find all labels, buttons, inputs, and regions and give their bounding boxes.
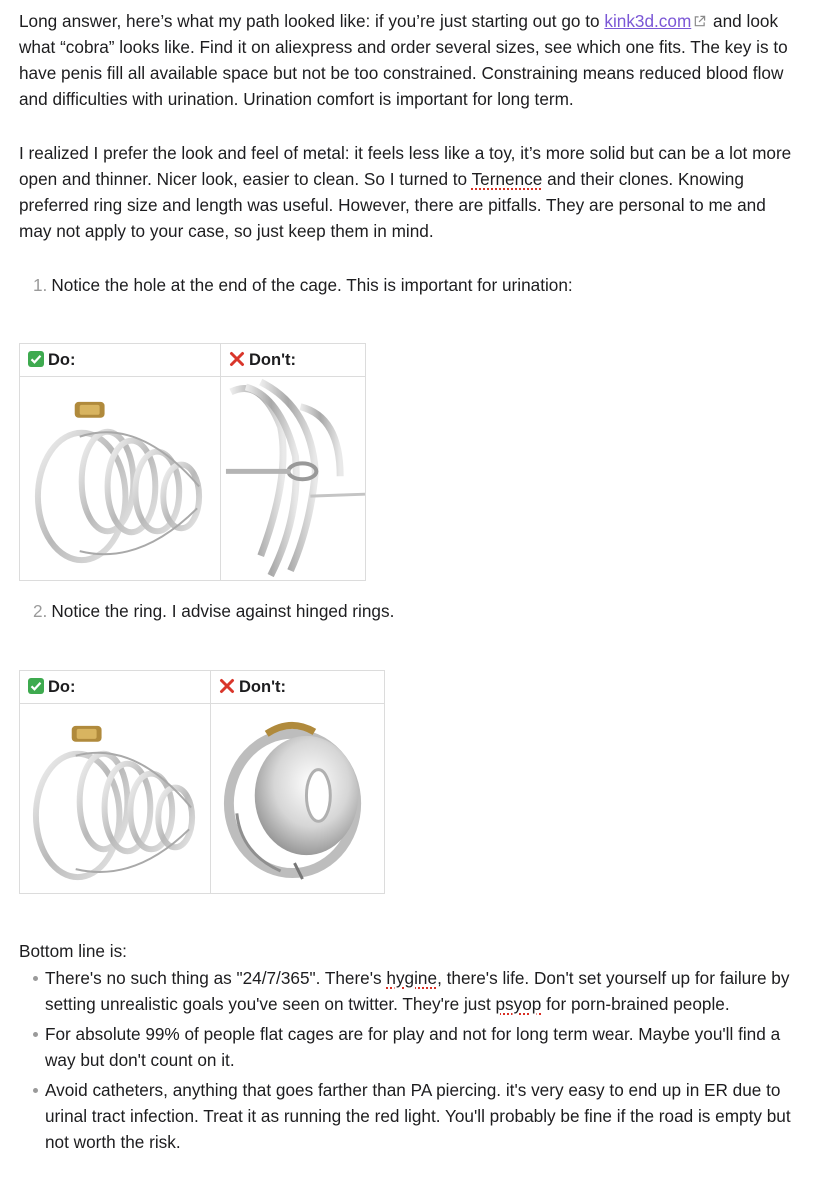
do-label: Do: — [48, 351, 76, 369]
green-check-icon — [28, 351, 44, 367]
list-text: Notice the hole at the end of the cage. This is important for urination: — [51, 275, 573, 295]
dont-header — [221, 344, 366, 377]
cage-photo-do[interactable] — [20, 377, 220, 580]
do-image-cell — [20, 704, 211, 894]
bullet-text-a: There's no such thing as "24/7/365". There's — [45, 968, 387, 988]
red-cross-icon — [219, 678, 235, 694]
misspelled-word[interactable]: hygine — [386, 968, 438, 988]
list-number: 1. — [33, 275, 48, 295]
paragraph-metal — [19, 140, 799, 244]
dont-header — [211, 671, 385, 704]
list-item — [19, 1077, 799, 1155]
bullet-text: Avoid catheters, anything that goes farther than PA piercing. it's very easy to end up in ER due to urinal tract infection. Treat it as running the red light. You'll probably be fine if the road is empty but not worth the risk. — [45, 1080, 791, 1152]
kink3d-link[interactable]: kink3d.com — [604, 11, 692, 31]
numbered-item-1 — [33, 272, 793, 298]
comparison-table-hole — [19, 343, 366, 581]
bottom-line-title: Bottom line is: — [19, 941, 127, 961]
do-header — [20, 671, 211, 704]
do-label: Do: — [48, 678, 76, 696]
numbered-item-2 — [33, 598, 793, 624]
paragraph-intro-text-a: Long answer, here’s what my path looked like: if you’re just starting out go to — [19, 11, 605, 31]
cage-photo-do[interactable] — [20, 704, 210, 893]
green-check-icon — [28, 678, 44, 694]
dont-label: Don't: — [249, 351, 296, 369]
paragraph-intro — [19, 8, 799, 112]
cage-photo-dont[interactable] — [221, 377, 365, 580]
bullet-text-b: , there's life. Don't set yourself up for failure by setting unrealistic goals you've seen on twitter. They're just — [45, 968, 790, 1014]
misspelled-word[interactable]: Ternence — [471, 169, 543, 189]
bottom-line-list — [19, 965, 799, 1159]
hinged-ring-cage-photo[interactable] — [211, 704, 384, 893]
dont-image-cell — [211, 704, 385, 894]
comparison-table-ring — [19, 670, 385, 894]
list-text: Notice the ring. I advise against hinged rings. — [51, 601, 395, 621]
list-item — [19, 1021, 799, 1073]
paragraph-metal-text-a: I realized I prefer the look and feel of metal: it feels less like a toy, it’s more solid but can be a lot more open and thinner. Nicer look, easier to clean. So I turned to — [19, 143, 792, 189]
do-header — [20, 344, 221, 377]
bullet-text: For absolute 99% of people flat cages are for play and not for long term wear. Maybe you'll find a way but don't count on it. — [45, 1024, 781, 1070]
bullet-dot — [33, 1088, 38, 1093]
dont-label: Don't: — [239, 678, 286, 696]
misspelled-word[interactable]: psyop — [495, 994, 542, 1014]
bullet-dot — [33, 1032, 38, 1037]
bullet-text-c: for porn-brained people. — [541, 994, 730, 1014]
list-item — [19, 965, 799, 1017]
external-link-icon[interactable] — [693, 15, 706, 28]
list-number: 2. — [33, 601, 48, 621]
red-cross-icon — [229, 351, 245, 367]
dont-image-cell — [221, 377, 366, 581]
paragraph-metal-text-b: and their clones. Knowing preferred ring size and length was useful. However, there are pitfalls. They are personal to me and may not apply to your case, so just keep them in mind. — [19, 169, 766, 241]
do-image-cell — [20, 377, 221, 581]
paragraph-intro-text-b: and look what “cobra” looks like. Find it on aliexpress and order several sizes, see which one fits. The key is to have penis fill all available space but not be too constrained. Constraining means reduced blood flow and difficulties with urination. Urination comfort is important for long term. — [19, 11, 788, 109]
bullet-dot — [33, 976, 38, 981]
